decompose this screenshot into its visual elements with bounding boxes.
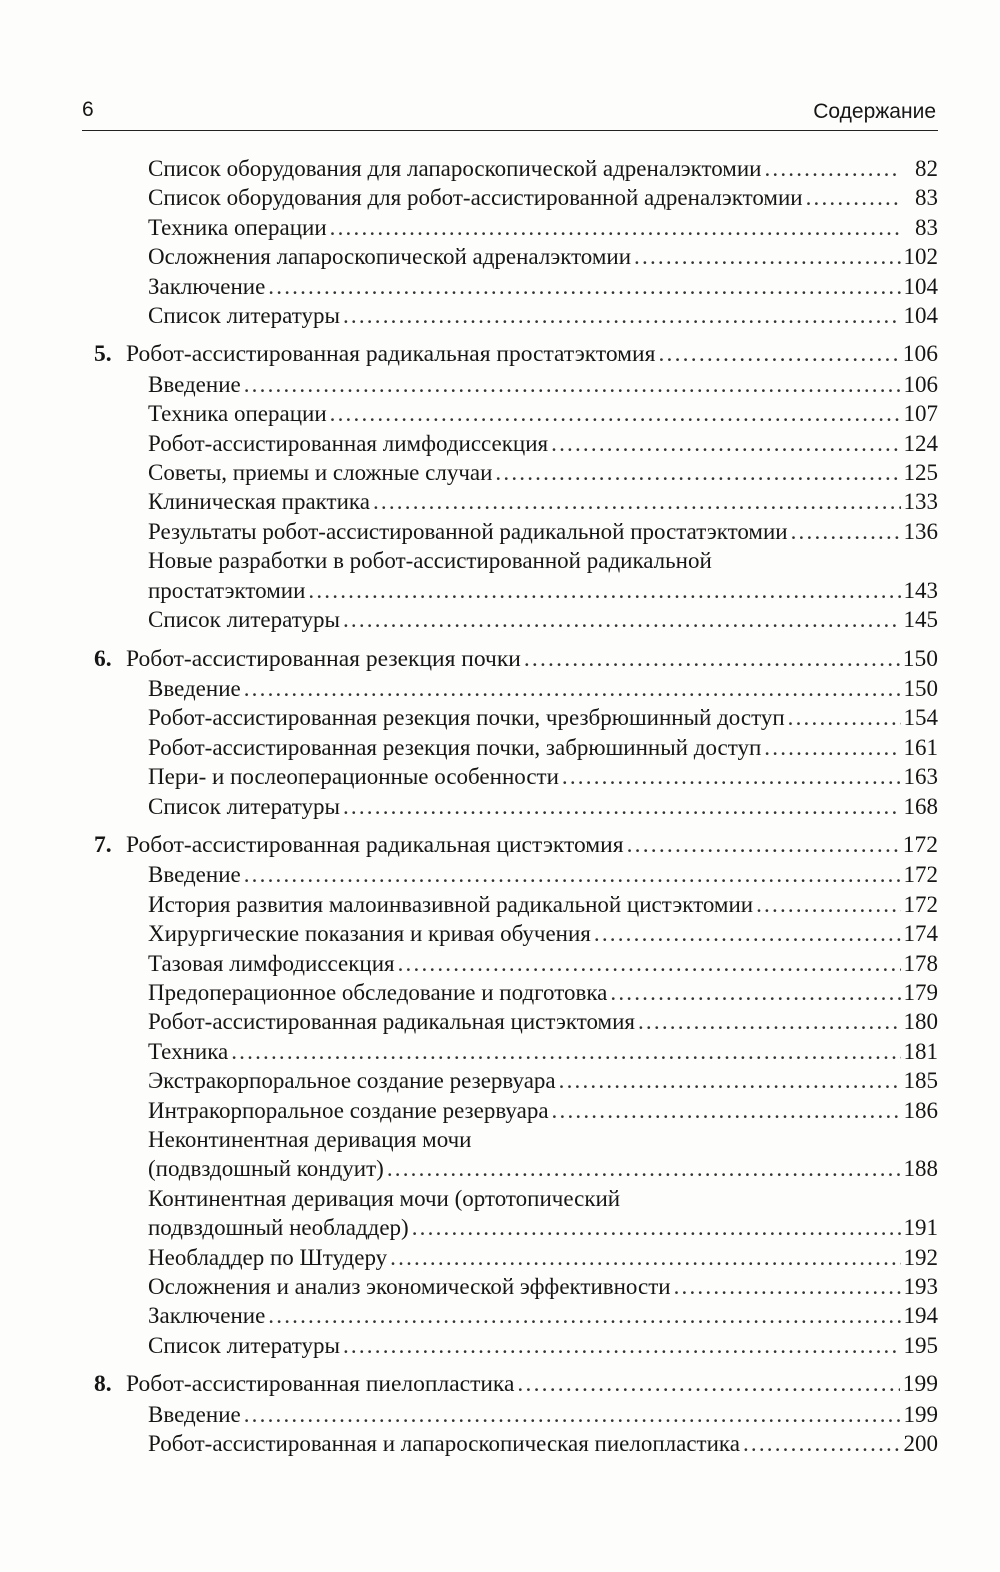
toc-entry[interactable] bbox=[82, 301, 938, 330]
toc-entry-title: Введение bbox=[148, 1401, 241, 1427]
toc-entry[interactable] bbox=[82, 1037, 938, 1066]
toc-entry-title: Введение bbox=[148, 675, 241, 701]
toc-entry-title: Введение bbox=[148, 862, 241, 888]
toc-entry-page: 125 bbox=[903, 460, 938, 486]
toc-entry-title: Список литературы bbox=[148, 1332, 340, 1358]
toc-entry-page: 181 bbox=[903, 1038, 938, 1064]
toc-entry[interactable] bbox=[82, 733, 938, 762]
toc-entry-page: 180 bbox=[903, 1009, 938, 1035]
dot-leader bbox=[594, 919, 901, 948]
toc-entry-page: 185 bbox=[903, 1068, 938, 1094]
dot-leader bbox=[743, 1429, 901, 1458]
table-of-contents bbox=[82, 154, 938, 1468]
chapter-page: 199 bbox=[902, 1371, 938, 1398]
toc-entry-title: Экстракорпоральное создание резервуара bbox=[148, 1068, 556, 1094]
toc-entry[interactable] bbox=[82, 154, 938, 183]
toc-entry[interactable] bbox=[82, 458, 938, 487]
chapter-title: Робот-ассистированная радикальная цистэктомия bbox=[126, 831, 624, 858]
toc-entry-title-line1: Неконтинентная деривация мочи bbox=[148, 1127, 472, 1152]
toc-entry[interactable] bbox=[82, 703, 938, 732]
dot-leader bbox=[343, 301, 901, 330]
chapter-page: 172 bbox=[902, 831, 938, 858]
chapter-page: 150 bbox=[902, 645, 938, 672]
toc-entry-page: 145 bbox=[903, 607, 938, 633]
dot-leader bbox=[764, 154, 901, 183]
toc-entry-title: Список литературы bbox=[148, 303, 340, 329]
toc-entry-title: подвздошный необладдер) bbox=[148, 1215, 409, 1241]
toc-entry-page: 143 bbox=[903, 577, 938, 603]
chapter-8 bbox=[82, 1370, 938, 1458]
toc-entry[interactable] bbox=[82, 1272, 938, 1301]
dot-leader bbox=[524, 645, 900, 674]
toc-entry-page: 136 bbox=[903, 518, 938, 544]
chapter-heading[interactable] bbox=[82, 645, 938, 674]
chapter-7 bbox=[82, 831, 938, 1360]
toc-entry-page: 174 bbox=[903, 921, 938, 947]
dot-leader bbox=[638, 1007, 901, 1036]
dot-leader bbox=[390, 1243, 900, 1272]
toc-entry-page: 178 bbox=[903, 950, 938, 976]
toc-entry-title: Робот-ассистированная радикальная цистэктомия bbox=[148, 1009, 635, 1035]
chapter-page: 106 bbox=[902, 341, 938, 368]
toc-entry-page: 200 bbox=[903, 1431, 938, 1457]
toc-entry-page: 124 bbox=[903, 430, 938, 456]
toc-entry-title: Техника bbox=[148, 1038, 229, 1064]
toc-entry[interactable] bbox=[82, 1331, 938, 1360]
page-number: 6 bbox=[82, 98, 94, 121]
dot-leader bbox=[343, 1331, 901, 1360]
dot-leader bbox=[412, 1213, 901, 1242]
dot-leader bbox=[330, 213, 901, 242]
chapter-title: Робот-ассистированная резекция почки bbox=[126, 645, 521, 672]
toc-entry-page: 172 bbox=[903, 891, 938, 917]
toc-entry-page: 168 bbox=[903, 793, 938, 819]
chapter-heading[interactable] bbox=[82, 831, 938, 860]
dot-leader bbox=[244, 860, 901, 889]
page-header bbox=[82, 94, 938, 130]
toc-entry-page: 83 bbox=[915, 185, 938, 211]
header-rule bbox=[82, 130, 938, 131]
toc-entry-page: 107 bbox=[903, 401, 938, 427]
dot-leader bbox=[658, 340, 899, 369]
toc-entry-page: 179 bbox=[903, 979, 938, 1005]
toc-entry-title: Осложнения и анализ экономической эффективности bbox=[148, 1274, 671, 1300]
toc-entry[interactable] bbox=[82, 370, 938, 399]
chapter-title: Робот-ассистированная радикальная простатэктомия bbox=[126, 341, 656, 368]
toc-entry-page: 186 bbox=[903, 1097, 938, 1123]
toc-entry-title: Необладдер по Штудеру bbox=[148, 1244, 388, 1270]
toc-entry[interactable] bbox=[82, 860, 938, 889]
toc-entry[interactable] bbox=[82, 762, 938, 791]
toc-entry-page: 195 bbox=[903, 1332, 938, 1358]
dot-leader bbox=[551, 429, 900, 458]
dot-leader bbox=[627, 831, 900, 860]
chapter-heading[interactable] bbox=[82, 340, 938, 369]
toc-entry-page: 133 bbox=[903, 489, 938, 515]
dot-leader bbox=[788, 703, 901, 732]
toc-entry-title: Техника операции bbox=[148, 214, 327, 240]
toc-entry-title: История развития малоинвазивной радикальной цистэктомии bbox=[148, 891, 754, 917]
toc-entry[interactable] bbox=[82, 399, 938, 428]
toc-entry-page: 199 bbox=[903, 1401, 938, 1427]
toc-entry-page: 154 bbox=[903, 705, 938, 731]
toc-entry-page: 193 bbox=[903, 1274, 938, 1300]
toc-entry-title-line1: Новые разработки в робот-ассистированной радикальной bbox=[148, 548, 712, 574]
dot-leader bbox=[268, 272, 900, 301]
toc-entry[interactable] bbox=[82, 1154, 938, 1183]
toc-entry-title: Робот-ассистированная резекция почки, чрезбрюшинный доступ bbox=[148, 705, 785, 731]
toc-entry-title: Предоперационное обследование и подготовка bbox=[148, 979, 608, 1005]
toc-entry[interactable] bbox=[82, 1096, 938, 1125]
dot-leader bbox=[764, 733, 900, 762]
dot-leader bbox=[562, 762, 901, 791]
toc-entry-title: (подвздошный кондуит) bbox=[148, 1156, 384, 1182]
toc-entry-page: 150 bbox=[903, 675, 938, 701]
toc-entry[interactable] bbox=[82, 919, 938, 948]
toc-entry[interactable] bbox=[82, 1429, 938, 1458]
dot-leader bbox=[806, 183, 901, 212]
dot-leader bbox=[559, 1066, 901, 1095]
toc-entry-title: Робот-ассистированная и лапароскопическая пиелопластика bbox=[148, 1431, 740, 1457]
chapter-number: 6. bbox=[94, 645, 112, 672]
dot-leader bbox=[244, 370, 901, 399]
toc-entry-title: Робот-ассистированная резекция почки, забрюшинный доступ bbox=[148, 734, 762, 760]
toc-entry-page: 163 bbox=[903, 764, 938, 790]
toc-entry[interactable] bbox=[82, 674, 938, 703]
toc-entry-page: 188 bbox=[903, 1156, 938, 1182]
toc-entry-title: Список литературы bbox=[148, 793, 340, 819]
toc-entry[interactable] bbox=[82, 792, 938, 821]
toc-entry-page: 82 bbox=[915, 156, 938, 181]
chapter-title: Робот-ассистированная пиелопластика bbox=[126, 1371, 515, 1398]
chapter-number: 7. bbox=[94, 831, 112, 858]
dot-leader bbox=[343, 792, 901, 821]
chapter-number: 8. bbox=[94, 1371, 112, 1398]
dot-leader bbox=[517, 1370, 899, 1399]
toc-entry-page: 192 bbox=[903, 1244, 938, 1270]
toc-entry-title: Заключение bbox=[148, 273, 266, 299]
toc-entry-title: Результаты робот-ассистированной радикальной простатэктомии bbox=[148, 518, 788, 544]
toc-entry-first-line[interactable] bbox=[82, 1125, 938, 1154]
dot-leader bbox=[791, 517, 901, 546]
dot-leader bbox=[244, 674, 901, 703]
toc-entry[interactable] bbox=[82, 242, 938, 271]
toc-entry-title: Пери- и послеоперационные особенности bbox=[148, 764, 559, 790]
toc-entry[interactable] bbox=[82, 576, 938, 605]
toc-entry-title: Осложнения лапароскопической адреналэктомии bbox=[148, 244, 632, 270]
toc-entry-title: Тазовая лимфодиссекция bbox=[148, 950, 395, 976]
toc-entry-page: 194 bbox=[903, 1303, 938, 1329]
toc-entry-title: Техника операции bbox=[148, 401, 327, 427]
dot-leader bbox=[756, 890, 900, 919]
toc-entry-title: Клиническая практика bbox=[148, 489, 370, 515]
toc-entry[interactable] bbox=[82, 1007, 938, 1036]
toc-entry-page: 83 bbox=[915, 214, 938, 240]
dot-leader bbox=[634, 242, 900, 271]
toc-entry-title: простатэктомии bbox=[148, 577, 306, 603]
dot-leader bbox=[268, 1301, 900, 1330]
toc-entry-page: 191 bbox=[903, 1215, 938, 1241]
toc-entry-page: 106 bbox=[903, 371, 938, 397]
dot-leader bbox=[231, 1037, 900, 1066]
toc-entry-first-line[interactable] bbox=[82, 546, 938, 575]
toc-entry[interactable] bbox=[82, 978, 938, 1007]
toc-entry[interactable] bbox=[82, 1213, 938, 1242]
toc-entry-title: Хирургические показания и кривая обучения bbox=[148, 921, 591, 947]
toc-entry-first-line[interactable] bbox=[82, 1184, 938, 1213]
dot-leader bbox=[552, 1096, 901, 1125]
dot-leader bbox=[674, 1272, 901, 1301]
toc-entry[interactable] bbox=[82, 1066, 938, 1095]
toc-entry[interactable] bbox=[82, 213, 938, 242]
dot-leader bbox=[244, 1400, 901, 1429]
toc-entry-page: 104 bbox=[903, 273, 938, 299]
toc-entry-page: 102 bbox=[903, 244, 938, 270]
toc-entry-page: 161 bbox=[903, 734, 938, 760]
toc-entry-title-line1: Континентная деривация мочи (ортотопический bbox=[148, 1185, 621, 1211]
chapter-6 bbox=[82, 645, 938, 821]
toc-entry[interactable] bbox=[82, 183, 938, 212]
dot-leader bbox=[343, 605, 901, 634]
toc-entry[interactable] bbox=[82, 487, 938, 516]
chapter-5 bbox=[82, 340, 938, 634]
dot-leader bbox=[610, 978, 900, 1007]
toc-entry-title: Интракорпоральное создание резервуара bbox=[148, 1097, 549, 1123]
toc-entry-title: Список оборудования для лапароскопической адреналэктомии bbox=[148, 156, 762, 181]
toc-entry-title: Список литературы bbox=[148, 607, 340, 633]
toc-entry-page: 172 bbox=[903, 862, 938, 888]
toc-entry[interactable] bbox=[82, 1301, 938, 1330]
toc-entry[interactable] bbox=[82, 272, 938, 301]
toc-entry[interactable] bbox=[82, 429, 938, 458]
toc-entry-title: Заключение bbox=[148, 1303, 266, 1329]
chapter-heading[interactable] bbox=[82, 1370, 938, 1399]
running-title: Содержание bbox=[813, 100, 936, 123]
toc-entry[interactable] bbox=[82, 605, 938, 634]
dot-leader bbox=[308, 576, 900, 605]
toc-entry-title: Робот-ассистированная лимфодиссекция bbox=[148, 430, 549, 456]
toc-entry[interactable] bbox=[82, 1400, 938, 1429]
dot-leader bbox=[373, 487, 901, 516]
chapter-number: 5. bbox=[94, 341, 112, 368]
dot-leader bbox=[387, 1154, 901, 1183]
dot-leader bbox=[495, 458, 900, 487]
chapter-4-continuation bbox=[82, 154, 938, 330]
toc-entry[interactable] bbox=[82, 517, 938, 546]
dot-leader bbox=[398, 949, 901, 978]
toc-entry[interactable] bbox=[82, 1243, 938, 1272]
toc-entry-title: Список оборудования для робот-ассистированной адреналэктомии bbox=[148, 185, 803, 211]
toc-entry[interactable] bbox=[82, 949, 938, 978]
toc-entry-title: Введение bbox=[148, 371, 241, 397]
toc-entry-page: 104 bbox=[903, 303, 938, 329]
dot-leader bbox=[330, 399, 901, 428]
toc-entry[interactable] bbox=[82, 890, 938, 919]
toc-entry-title: Советы, приемы и сложные случаи bbox=[148, 460, 493, 486]
